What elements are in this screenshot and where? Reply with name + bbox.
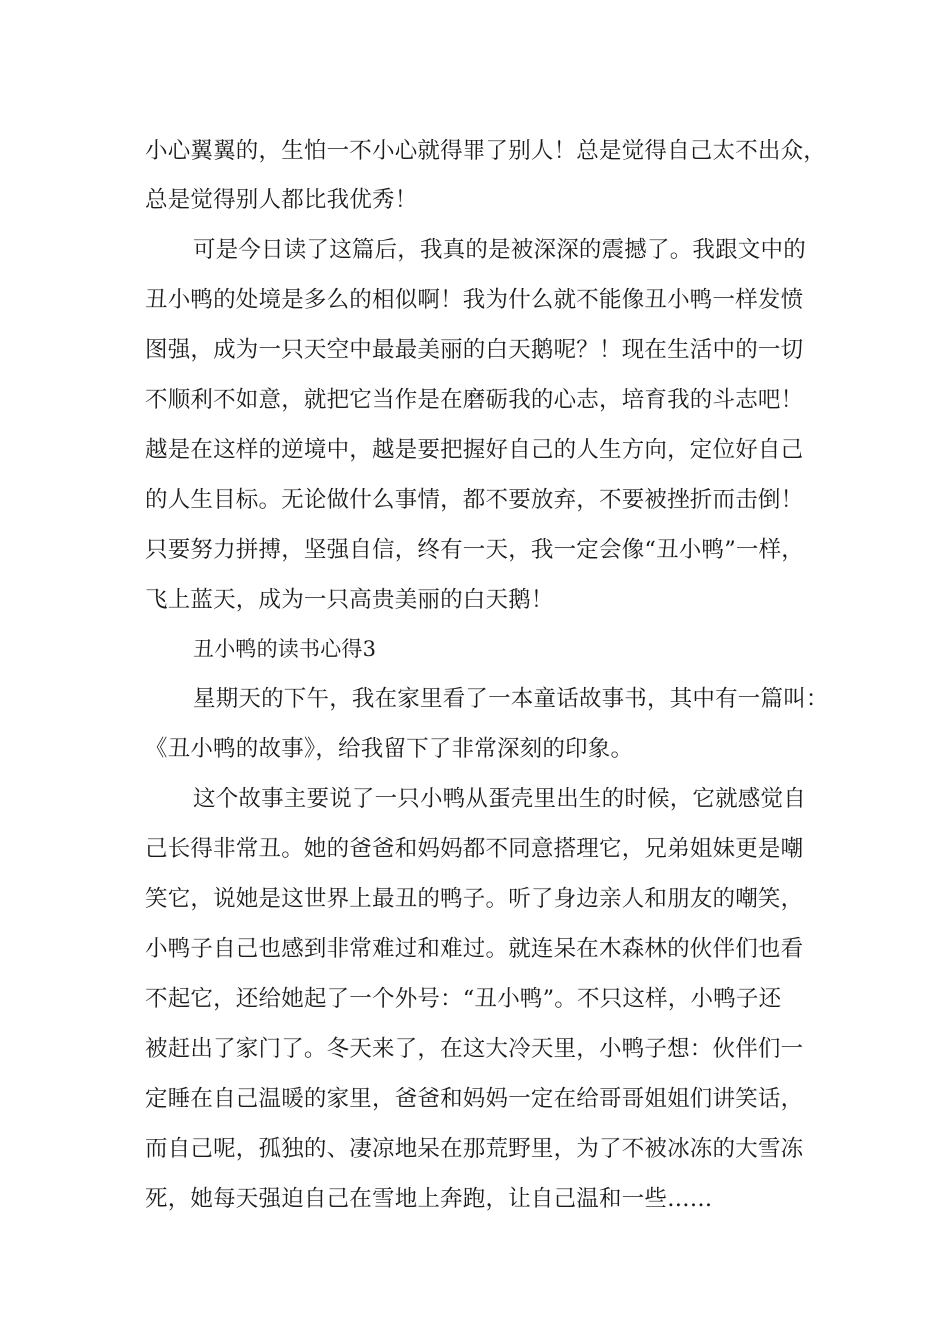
text-line: 笑它，说她是这世界上最丑的鸭子。听了身边亲人和朋友的嘲笑， — [145, 886, 804, 912]
paragraph-start-line: 可是今日读了这篇后，我真的是被深深的震撼了。我跟文中的 — [193, 237, 806, 263]
text-line: 飞上蓝天，成为一只高贵美丽的白天鹅！ — [145, 587, 554, 613]
section-heading: 丑小鸭的读书心得3 — [193, 637, 377, 661]
text-line: 被赶出了家门了。冬天来了，在这大冷天里，小鸭子想：伙伴们一 — [145, 1036, 804, 1062]
text-line: 图强，成为一只天空中最最美丽的白天鹅呢？！现在生活中的一切 — [145, 337, 804, 363]
text-line: 小鸭子自己也感到非常难过和难过。就连呆在木森林的伙伴们也看 — [145, 936, 804, 962]
text-line: 死，她每天强迫自己在雪地上奔跑，让自己温和一些…… — [145, 1186, 713, 1212]
text-line: 的人生目标。无论做什么事情，都不要放弃，不要被挫折而击倒！ — [145, 487, 804, 513]
text-line: 不顺利不如意，就把它当作是在磨砺我的心志，培育我的斗志吧！ — [145, 387, 804, 413]
text-line: 不起它，还给她起了一个外号：“丑小鸭”。不只这样，小鸭子还 — [145, 986, 782, 1012]
text-line: 《丑小鸭的故事》，给我留下了非常深刻的印象。 — [145, 736, 634, 762]
text-line: 丑小鸭的处境是多么的相似啊！我为什么就不能像丑小鸭一样发愤 — [145, 287, 804, 313]
paragraph-start-line: 星期天的下午，我在家里看了一本童话故事书，其中有一篇叫： — [193, 686, 829, 712]
text-line: 总是觉得别人都比我优秀！ — [145, 187, 418, 213]
text-line: 己长得非常丑。她的爸爸和妈妈都不同意搭理它，兄弟姐妹更是嘲 — [145, 836, 804, 862]
text-line: 只要努力拼搏，坚强自信，终有一天，我一定会像“丑小鸭”一样， — [145, 537, 805, 563]
text-line: 定睡在自己温暖的家里，爸爸和妈妈一定在给哥哥姐姐们讲笑话， — [145, 1086, 804, 1112]
text-line: 小心翼翼的，生怕一不小心就得罪了别人！总是觉得自己太不出众， — [145, 138, 827, 164]
paragraph-start-line: 这个故事主要说了一只小鸭从蛋壳里出生的时候，它就感觉自 — [193, 786, 806, 812]
text-line: 而自己呢，孤独的、凄凉地呆在那荒野里，为了不被冰冻的大雪冻 — [145, 1136, 804, 1162]
text-line: 越是在这样的逆境中，越是要把握好自己的人生方向，定位好自己 — [145, 437, 804, 463]
